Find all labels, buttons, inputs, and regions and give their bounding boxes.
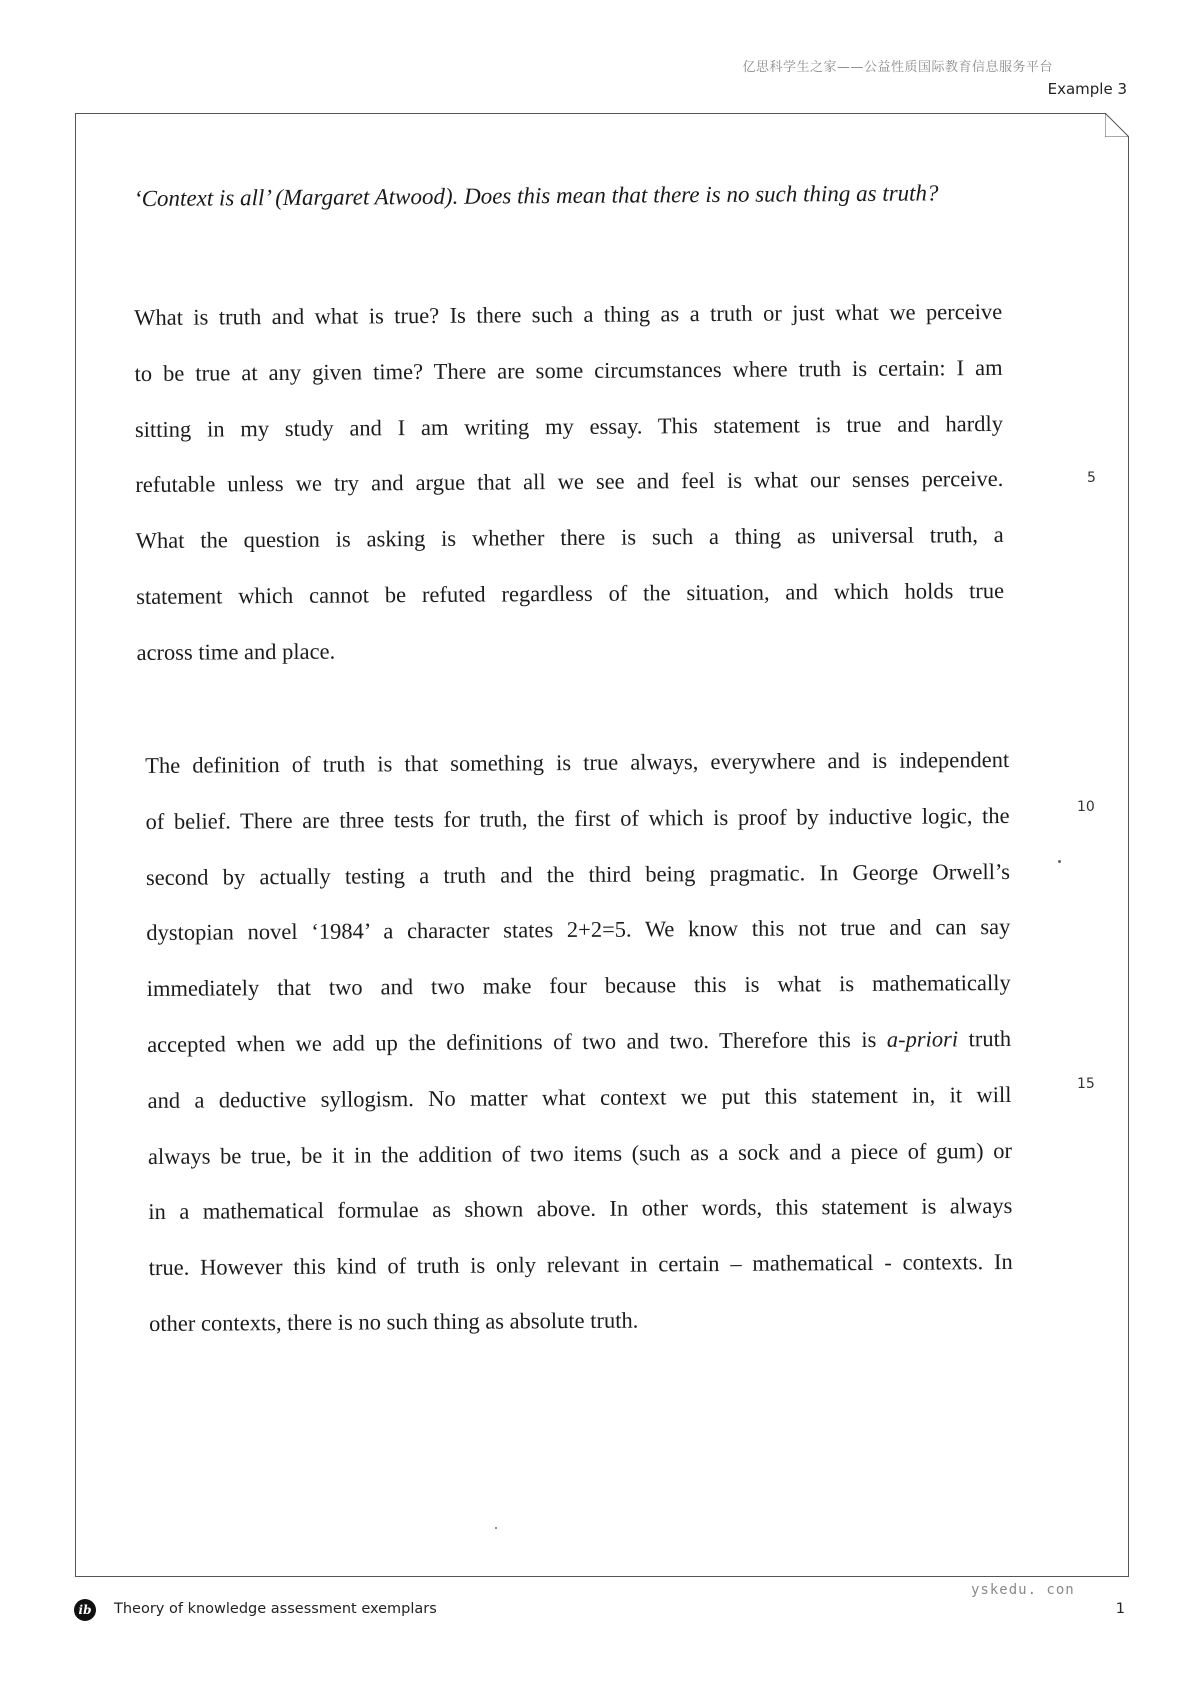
text-line-with-italic bbox=[147, 1011, 1011, 1073]
text-line: immediately that two and two make four because this is what is mathematically bbox=[146, 970, 1011, 1002]
text-line: The definition of truth is that something is true always, everywhere and is independent bbox=[145, 746, 1010, 778]
text-line: and a deductive syllogism. No matter what context we put this statement in, it will bbox=[147, 1081, 1012, 1113]
paragraph-2 bbox=[145, 732, 1013, 1352]
text-line: true. However this kind of truth is only relevant in certain – mathematical - contexts. In bbox=[148, 1249, 1013, 1281]
example-label: Example 3 bbox=[1047, 80, 1127, 98]
corner-fold-icon bbox=[1105, 113, 1129, 137]
text-line: What is truth and what is true? Is there such a thing as a truth or just what we perceive bbox=[134, 298, 1003, 330]
line-text-end: truth bbox=[958, 1025, 1012, 1052]
text-line: to be true at any given time? There are some circumstances where truth is certain: I am bbox=[134, 354, 1003, 386]
footer-title: Theory of knowledge assessment exemplars bbox=[114, 1601, 437, 1617]
page-number: 1 bbox=[1115, 1601, 1125, 1617]
text-line: across time and place. bbox=[136, 638, 336, 665]
scan-speck bbox=[495, 1527, 497, 1529]
text-line: dystopian novel ‘1984’ a character states 2+2=5. We know this not true and can say bbox=[146, 914, 1011, 946]
line-number: 15 bbox=[1077, 1076, 1095, 1092]
footer-site: yskedu. con bbox=[971, 1582, 1075, 1598]
text-line: statement which cannot be refuted regardless of the situation, and which holds true bbox=[136, 577, 1005, 609]
line-text: accepted when we add up the definitions of two and two. Therefore this is bbox=[147, 1026, 887, 1057]
text-line: second by actually testing a truth and the third being pragmatic. In George Orwell’s bbox=[145, 858, 1011, 890]
text-line: What the question is asking is whether there is such a thing as universal truth, a bbox=[135, 522, 1004, 554]
text-line: other contexts, there is no such thing as absolute truth. bbox=[149, 1307, 639, 1336]
ib-logo-icon: ib bbox=[74, 1599, 96, 1621]
text-line: in a mathematical formulae as shown above. In other words, this statement is always bbox=[148, 1193, 1013, 1225]
text-line: always be true, be it in the addition of two items (such as a sock and a piece of gum) or bbox=[147, 1137, 1012, 1169]
paragraph-1 bbox=[134, 284, 1005, 681]
text-line: refutable unless we try and argue that all we see and feel is what our senses perceive. bbox=[135, 466, 1004, 498]
text-line: sitting in my study and I am writing my essay. This statement is true and hardly bbox=[134, 410, 1004, 442]
italic-term: a-priori bbox=[886, 1026, 959, 1052]
essay-title: ‘Context is all’ (Margaret Atwood). Does this mean that there is no such thing as truth? bbox=[133, 180, 939, 211]
line-number: 5 bbox=[1087, 470, 1096, 486]
scan-speck bbox=[1058, 860, 1061, 863]
line-number: 10 bbox=[1077, 799, 1095, 815]
watermark: 亿思科学生之家——公益性质国际教育信息服务平台 bbox=[742, 60, 1053, 75]
text-line: of belief. There are three tests for truth, the first of which is proof by inductive logic, the bbox=[145, 802, 1010, 834]
